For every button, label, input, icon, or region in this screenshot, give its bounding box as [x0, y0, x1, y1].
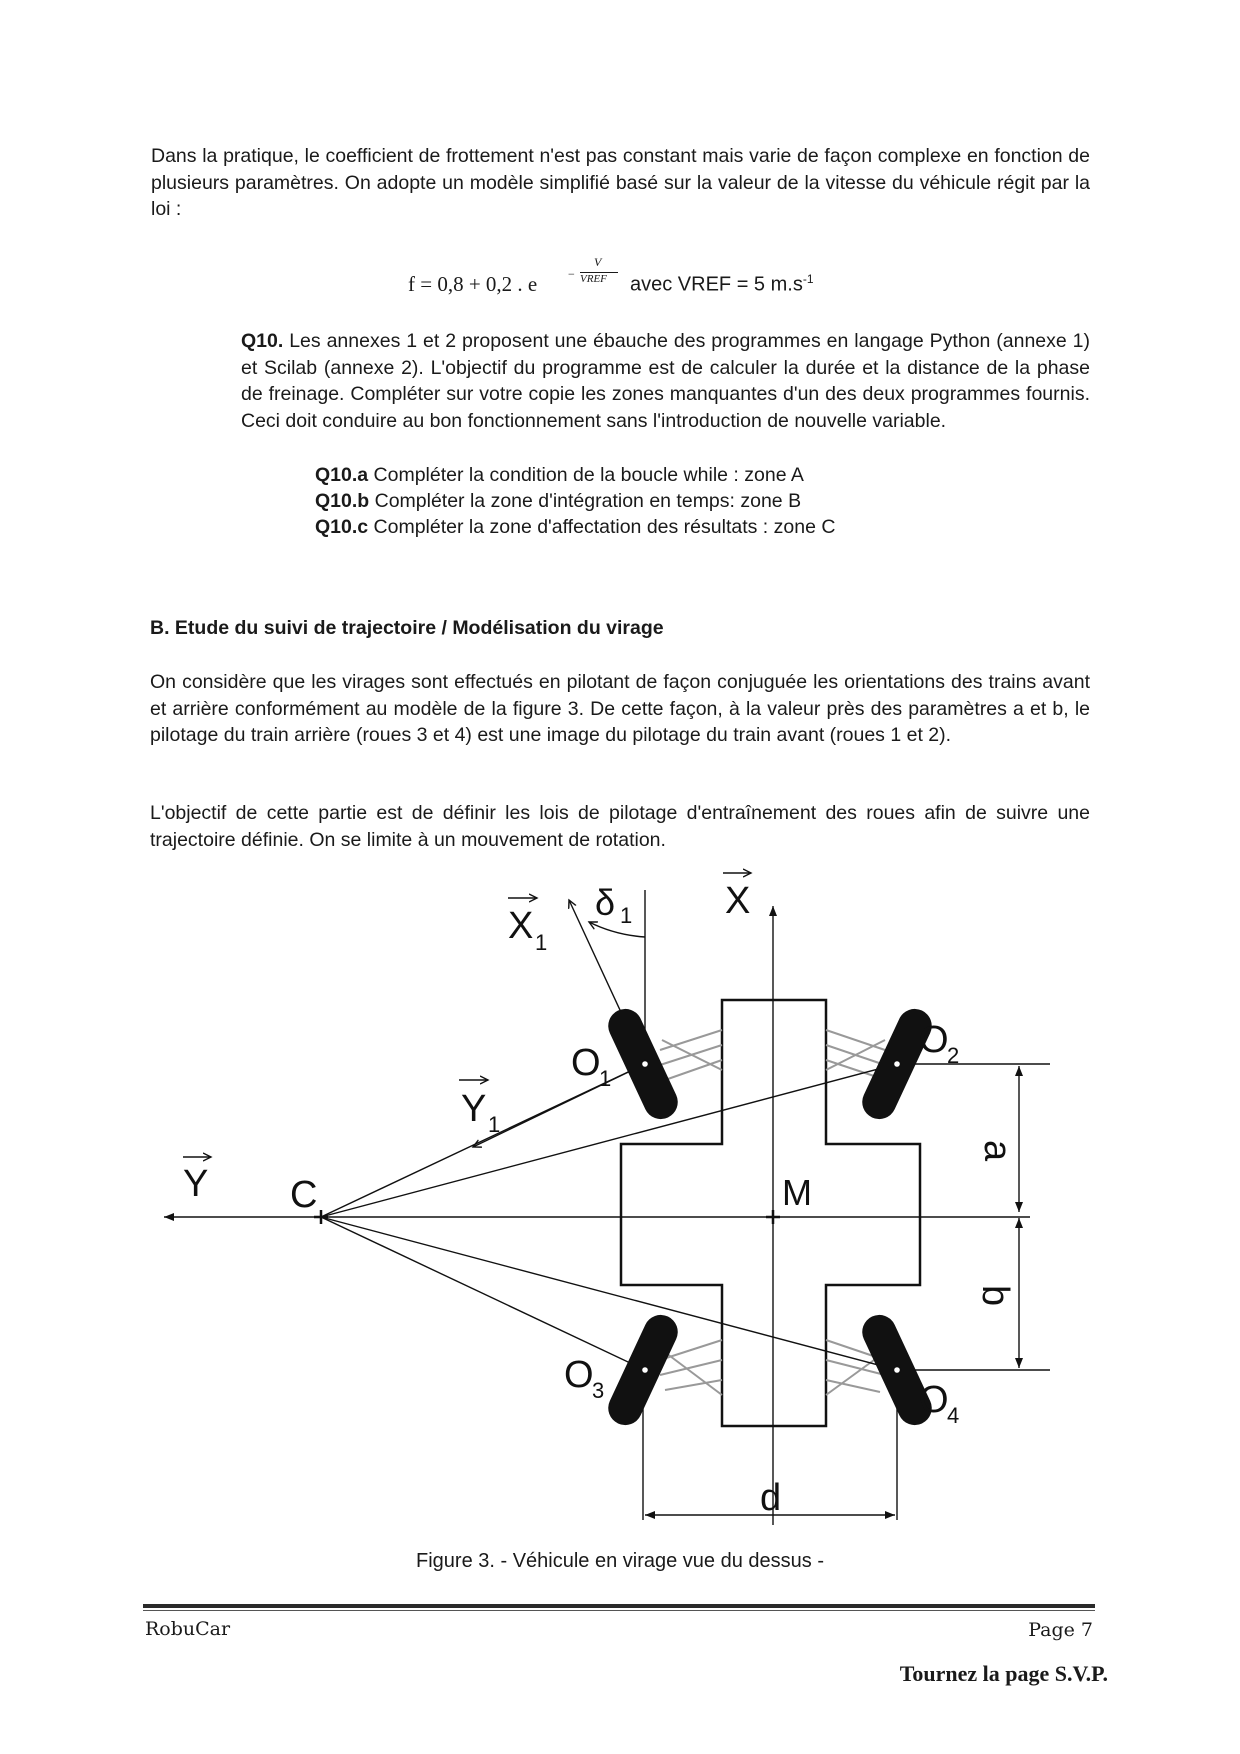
label-b: b: [974, 1285, 1016, 1307]
label-y1: Y: [461, 1088, 487, 1130]
label-delta-sub: 1: [620, 903, 633, 928]
label-o1: O: [571, 1042, 601, 1084]
q10-label: Q10.: [241, 330, 284, 352]
label-a: a: [976, 1140, 1018, 1162]
label-m: M: [782, 1172, 812, 1213]
intro-paragraph: Dans la pratique, le coefficient de frottement n'est pas constant mais varie de façon complexe en fonction de plusieurs paramètres. On adopte un modèle simplifié basé sur la valeur de la vitesse du véhicule régit par la loi :: [151, 145, 1090, 220]
section-b-title: B. Etude du suivi de trajectoire / Modélisation du virage: [150, 617, 664, 639]
figure-3-caption: Figure 3. - Véhicule en virage vue du dessus -: [416, 1550, 824, 1572]
label-x1: X: [508, 905, 534, 947]
section-b-paragraph-2: L'objectif de cette partie est de définir les lois de pilotage d'entraînement des roues afin de suivre une trajectoire définie. On se limite à un mouvement de rotation.: [150, 802, 1090, 851]
label-o4-sub: 4: [947, 1403, 960, 1428]
turn-page-note: Tournez la page S.V.P.: [899, 1661, 1108, 1686]
formula-exp-den: VREF: [580, 273, 607, 285]
page-number: Page 7: [1028, 1619, 1093, 1641]
label-o4: O: [919, 1379, 949, 1421]
q10a-item: Q10.a Compléter la condition de la boucle while : zone A: [315, 464, 804, 486]
label-o2-sub: 2: [947, 1043, 960, 1068]
formula-unit-exp: -1: [802, 272, 814, 286]
label-delta: δ: [595, 882, 616, 923]
formula-exp-minus: −: [568, 267, 575, 281]
footer-rule-thin: [143, 1610, 1095, 1611]
q10-text: Les annexes 1 et 2 proposent une ébauche des programmes en langage Python (annexe 1) et Scilab (annexe 2). L'objectif du programme est de calculer la durée et la distance de la phase de freinage. Compléter sur votre copie les zones manquantes d'un des deux programmes fournis. Ceci doit conduire au bon fonctionnement sans l'introduction de nouvelle variable.: [241, 330, 1090, 432]
q10c-item: Q10.c Compléter la zone d'affectation des résultats : zone C: [315, 516, 836, 538]
q10b-item: Q10.b Compléter la zone d'intégration en temps: zone B: [315, 490, 802, 512]
label-o1-sub: 1: [599, 1066, 612, 1091]
label-c: C: [290, 1174, 318, 1216]
delta-arc: [589, 922, 645, 937]
footer-rule: [143, 1604, 1095, 1608]
footer-title: RobuCar: [145, 1618, 231, 1640]
label-o3: O: [564, 1354, 594, 1396]
formula-avec: avec VREF = 5 $m.s^{-1}$: [630, 272, 814, 296]
formula-lhs: f = 0,8 + 0,2 . e: [408, 272, 538, 296]
label-d: d: [760, 1477, 782, 1519]
label-y: Y: [183, 1163, 209, 1205]
label-y1-sub: 1: [488, 1112, 501, 1137]
label-o3-sub: 3: [592, 1378, 605, 1403]
formula-exp-num: V: [594, 255, 602, 269]
section-b-paragraph-1: On considère que les virages sont effectués en pilotant de façon conjuguée les orientations des trains avant et arrière conformément au modèle de la figure 3. De cette façon, à la valeur près des paramètres a et b, le pilotage du train arrière (roues 3 et 4) est une image du pilotage du train avant (roues 1 et 2).: [150, 671, 1090, 746]
label-x1-sub: 1: [535, 930, 548, 955]
label-x: X: [725, 880, 751, 922]
label-o2: O: [919, 1019, 949, 1061]
